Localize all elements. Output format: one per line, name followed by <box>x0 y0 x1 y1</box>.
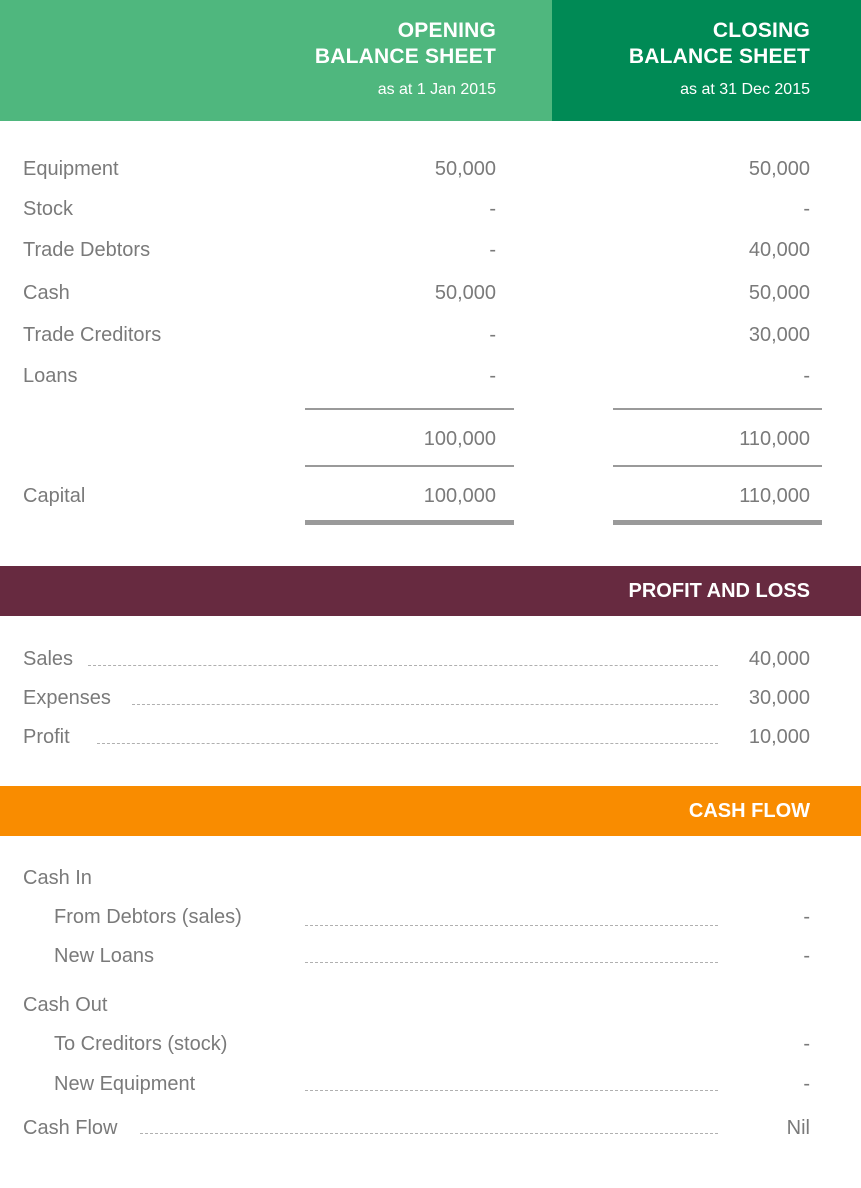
item-value: Nil <box>786 1117 810 1139</box>
list-item <box>0 1070 861 1098</box>
item-value: 30,000 <box>748 687 810 709</box>
closing-value: - <box>803 365 810 387</box>
opening-subtotal-rule <box>305 408 514 410</box>
closing-value: 50,000 <box>748 282 810 304</box>
opening-value: 50,000 <box>434 282 496 304</box>
list-item <box>0 903 861 931</box>
closing-date: as at 31 Dec 2015 <box>680 81 810 98</box>
list-item <box>0 723 861 751</box>
closing-subtotal-rule <box>613 408 822 410</box>
opening-header-text <box>315 18 496 100</box>
cash-flow-title: CASH FLOW <box>688 800 810 822</box>
list-item <box>0 942 861 970</box>
closing-capital: 110,000 <box>739 485 810 507</box>
row-label: Loans <box>23 365 78 387</box>
table-row <box>0 362 861 390</box>
cash-out-label: Cash Out <box>23 994 108 1016</box>
item-value: - <box>803 906 810 928</box>
row-label: Trade Creditors <box>23 324 162 346</box>
opening-capital: 100,000 <box>423 485 496 507</box>
opening-total: 100,000 <box>423 428 496 450</box>
item-label: To Creditors (stock) <box>54 1033 228 1055</box>
row-label: Equipment <box>23 158 119 180</box>
table-row <box>0 321 861 349</box>
dot-leader <box>305 1051 718 1052</box>
list-item <box>0 1030 861 1058</box>
row-label: Trade Debtors <box>23 239 151 261</box>
total-row <box>0 425 861 453</box>
cash-flow-total-row <box>0 1114 861 1142</box>
opening-value: - <box>489 239 496 261</box>
item-value: - <box>803 945 810 967</box>
closing-title-line1: CLOSING <box>712 19 810 42</box>
dot-leader <box>305 1090 718 1091</box>
table-row <box>0 195 861 223</box>
table-row <box>0 236 861 264</box>
opening-double-rule <box>305 520 514 525</box>
opening-value: - <box>489 198 496 220</box>
item-value: - <box>803 1073 810 1095</box>
opening-balance-header <box>0 0 552 121</box>
list-item <box>0 684 861 712</box>
opening-date: as at 1 Jan 2015 <box>377 81 496 98</box>
closing-total-rule <box>613 465 822 467</box>
cash-flow-header <box>0 786 861 836</box>
dot-leader <box>305 962 718 963</box>
cash-in-label: Cash In <box>23 867 92 889</box>
opening-value: - <box>489 365 496 387</box>
item-label: From Debtors (sales) <box>54 906 242 928</box>
row-label: Stock <box>23 198 74 220</box>
list-item <box>0 645 861 673</box>
opening-value: 50,000 <box>434 158 496 180</box>
item-label: New Equipment <box>54 1073 196 1095</box>
item-label: Cash Flow <box>23 1117 118 1139</box>
opening-total-rule <box>305 465 514 467</box>
dot-leader <box>97 743 718 744</box>
capital-label: Capital <box>23 485 86 507</box>
capital-row <box>0 482 861 510</box>
opening-title-line2: BALANCE SHEET <box>314 45 496 68</box>
dot-leader <box>88 665 718 666</box>
table-row <box>0 155 861 183</box>
item-value: 40,000 <box>748 648 810 670</box>
item-value: - <box>803 1033 810 1055</box>
closing-value: 40,000 <box>748 239 810 261</box>
closing-header-text <box>629 18 810 100</box>
closing-double-rule <box>613 520 822 525</box>
closing-balance-header <box>552 0 861 121</box>
closing-value: 30,000 <box>748 324 810 346</box>
profit-loss-header <box>0 566 861 616</box>
item-label: Profit <box>23 726 70 748</box>
dot-leader <box>305 925 718 926</box>
closing-total: 110,000 <box>739 428 810 450</box>
item-label: New Loans <box>54 945 155 967</box>
item-label: Sales <box>23 648 74 670</box>
table-row <box>0 279 861 307</box>
closing-value: - <box>803 198 810 220</box>
dot-leader <box>132 704 718 705</box>
opening-value: - <box>489 324 496 346</box>
item-value: 10,000 <box>748 726 810 748</box>
dot-leader <box>140 1133 718 1134</box>
profit-loss-title: PROFIT AND LOSS <box>628 580 810 602</box>
row-label: Cash <box>23 282 70 304</box>
closing-value: 50,000 <box>748 158 810 180</box>
opening-title-line1: OPENING <box>397 19 496 42</box>
closing-title-line2: BALANCE SHEET <box>628 45 810 68</box>
item-label: Expenses <box>23 687 111 709</box>
